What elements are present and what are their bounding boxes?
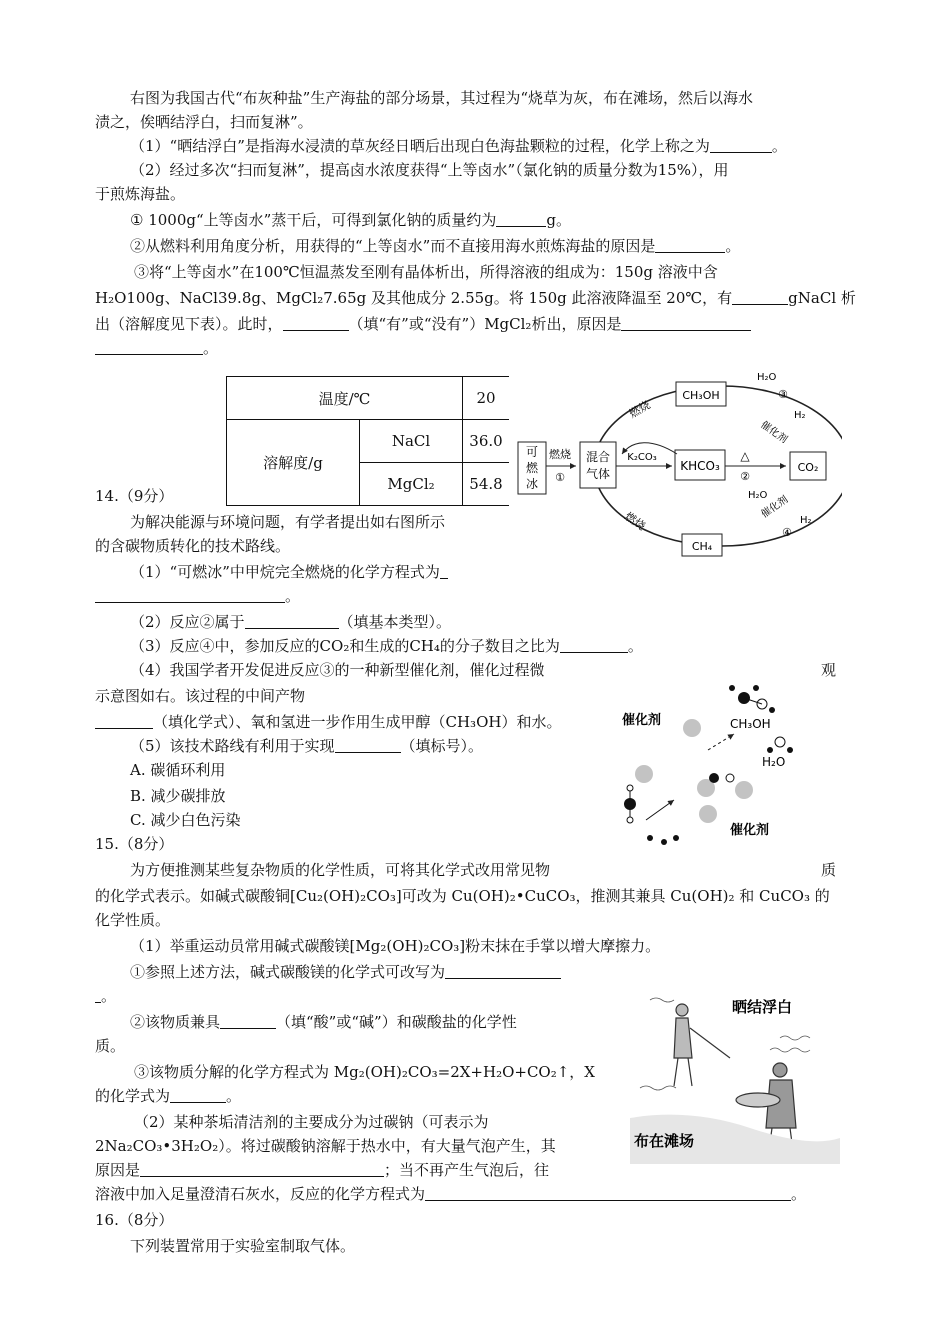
q13-sub3-text4: （填“有”或“没有”）MgCl₂析出，原因是: [348, 315, 622, 333]
ch4-label: CH₄: [691, 540, 713, 553]
q13-part2-sub3-line1: ③将“上等卤水”在100℃恒温蒸发至刚有晶体析出，所得溶液的组成为：150g 溶液中含: [134, 263, 718, 281]
q13-part2-line1: （2）经过多次“扫而复淋”，提高卤水浓度获得“上等卤水”（氯化钠的质量分数为15%），用: [130, 161, 729, 179]
q14-option-c: C. 减少白色污染: [130, 811, 241, 829]
q15-part1-sub1-cont: [95, 986, 116, 1006]
q14-part5-text2: （填标号）。: [400, 737, 484, 755]
q13-part1-text: （1）“晒结浮白”是指海水浸渍的草灰经日晒后出现白色海盐颗粒的过程，化学上称之为: [130, 137, 710, 155]
q14-part5-text: （5）该技术路线有利用于实现: [130, 737, 335, 755]
q13-sub3-text3: 出（溶解度见下表）。此时，: [95, 315, 283, 333]
q13-part2-line2: 于煎炼海盐。: [95, 185, 186, 203]
step-3-label: ③: [778, 388, 788, 401]
period: 。: [627, 637, 643, 655]
step-2-label: ②: [740, 470, 750, 483]
q14-part5: [130, 736, 483, 756]
answer-blank[interactable]: [560, 638, 628, 653]
q14-part2-text: （2）反应②属于: [130, 613, 245, 631]
period: 。: [226, 1087, 242, 1105]
q15-line-3: 化学性质。: [95, 911, 171, 929]
catalyst-label-bottom: 催化剂: [759, 494, 791, 521]
q13-part2-sub3-line4: [95, 338, 218, 358]
burn-label-2: 燃烧: [627, 398, 653, 421]
catalyst-label-top: 催化剂: [758, 419, 790, 446]
q13-part2-sub3-line2: [95, 288, 856, 308]
q14-part1: [130, 562, 448, 582]
table-mgcl2-value: 54.8: [463, 463, 510, 506]
q15-sub2-text: ②该物质兼具: [130, 1013, 221, 1031]
q14-part4-text: （填化学式）、氧和氢进一步作用生成甲醇（CH₃OH）和水。: [153, 713, 562, 731]
q15-part1-sub3-cont: [95, 1086, 241, 1106]
q15-sub3-text: 的化学式为: [95, 1087, 171, 1105]
mixed-gas-box: [580, 442, 616, 488]
q14-part2: [130, 612, 451, 632]
answer-blank[interactable]: [425, 1186, 791, 1201]
q15-part2-text3: 溶液中加入足量澄清石灰水，反应的化学方程式为: [95, 1185, 426, 1203]
h2o-molecule-icon: [767, 737, 793, 753]
period: 。: [771, 137, 787, 155]
h2-molecule-icon: [647, 835, 679, 845]
answer-blank[interactable]: [245, 614, 339, 629]
answer-blank[interactable]: [710, 138, 772, 153]
q14-line-1: 为解决能源与环境问题，有学者提出如右图所示: [130, 513, 446, 531]
salt-pic-bottom-caption: 布在滩场: [634, 1132, 695, 1150]
period: 。: [203, 339, 219, 357]
q15-part2-line3: [95, 1160, 549, 1180]
q15-part2-line1: （2）某种茶垢清洁剂的主要成分为过碳钠（可表示为: [134, 1113, 489, 1131]
step-4-label: ④: [782, 526, 792, 539]
q14-part3: [130, 636, 643, 656]
q13-sub1-text: ① 1000g“上等卤水”蒸干后，可得到氯化钠的质量约为: [130, 211, 497, 229]
q13-sub1-unit: g。: [546, 211, 571, 229]
intro-line-1: 右图为我国古代“布灰种盐”生产海盐的部分场景，其过程为“烧草为灰，布在滩场，然后以海水: [130, 89, 754, 107]
q14-part4-line3: [95, 712, 561, 732]
h2o-label-top: H₂O: [757, 372, 777, 383]
q13-part2-sub3-line3: [95, 314, 751, 334]
khco3-label: KHCO₃: [680, 459, 720, 473]
q13-sub3-text2: gNaCl 析: [788, 289, 856, 307]
h2-label-top: H₂: [794, 410, 806, 421]
q15-part1-sub2: [130, 1012, 517, 1032]
ch3oh-molecule-icon: [729, 685, 775, 713]
mixed-gas-label-1: 混合: [585, 450, 611, 464]
table-header-solubility: 溶解度/g: [227, 420, 360, 506]
answer-blank[interactable]: [95, 340, 203, 355]
h2o-product-label: H₂O: [762, 755, 786, 769]
salt-making-illustration: [630, 988, 840, 1164]
q15-line-1: 为方便推测某些复杂物质的化学性质，可将其化学式改用常见物: [130, 861, 551, 879]
answer-blank[interactable]: [95, 588, 285, 603]
q15-part1-sub2-cont: 质。: [95, 1037, 126, 1055]
h2-label-bottom: H₂: [800, 515, 812, 526]
q13-part2-sub2: [130, 236, 740, 256]
answer-blank[interactable]: [95, 714, 153, 729]
q13-sub3-text: H₂O100g、NaCl39.8g、MgCl₂7.65g 及其他成分 2.55g。将 150g 此溶液降温至 20℃，有: [95, 289, 733, 307]
period: 。: [285, 587, 301, 605]
reactant-arrow-icon: [646, 800, 674, 820]
q15-number: 15.（8分）: [95, 835, 174, 853]
q13-part2-sub1: [130, 210, 571, 230]
q14-part3-text: （3）反应④中，参加反应的CO₂和生成的CH₄的分子数目之比为: [130, 637, 560, 655]
q14-part1-text: （1）“可燃冰”中甲烷完全燃烧的化学方程式为: [130, 563, 440, 581]
answer-blank[interactable]: [732, 290, 788, 305]
catalyst-label-1: 催化剂: [622, 713, 662, 728]
answer-blank[interactable]: [496, 212, 546, 227]
q14-number: 14.（9分）: [95, 487, 174, 505]
q13-sub2-text: ②从燃料利用角度分析，用获得的“上等卤水”而不直接用海水煎炼海盐的原因是: [130, 237, 656, 255]
answer-blank[interactable]: [655, 238, 725, 253]
intermediate-icon: [709, 773, 734, 783]
table-header-temp: 温度/℃: [227, 377, 463, 420]
q15-part2-text2: ；当不再产生气泡后，往: [384, 1161, 550, 1179]
answer-blank[interactable]: [335, 738, 401, 753]
period: 。: [725, 237, 741, 255]
ice-label-char2: 燃: [525, 461, 539, 475]
co2-molecule-icon: [624, 785, 636, 823]
intro-line-2: 渍之，俟晒结浮白，扫而复淋”。: [95, 113, 313, 131]
q14-part4-line1: （4）我国学者开发促进反应③的一种新型催化剂，催化过程微: [130, 661, 545, 679]
ice-label-char1: 可: [525, 445, 539, 459]
ch3oh-product-label: CH₃OH: [730, 717, 771, 731]
q15-line-2: 的化学式表示。如碱式碳酸铜[Cu₂(OH)₂CO₃]可改为 Cu(OH)₂•CuCO₃，推测其兼具 Cu(OH)₂ 和 CuCO₃ 的: [95, 887, 830, 905]
burn-label-1: 燃烧: [549, 448, 571, 461]
k2co3-label: K₂CO₃: [627, 452, 657, 463]
q15-sub2-text2: （填“酸”或“碱”）和碳酸盐的化学性: [276, 1013, 517, 1031]
answer-blank[interactable]: [440, 564, 448, 579]
burn-label-3: 燃烧: [622, 509, 648, 534]
period: 。: [101, 987, 117, 1005]
answer-blank[interactable]: [140, 1162, 384, 1177]
q15-part2-text: 原因是: [95, 1161, 141, 1179]
answer-blank[interactable]: [621, 316, 751, 331]
catalyst-micro-diagram: [612, 680, 802, 850]
heat-label: △: [740, 449, 750, 463]
q14-part1-cont: [95, 586, 300, 606]
q15-part2-line2: 2Na₂CO₃•3H₂O₂）。将过碳酸钠溶解于热水中，有大量气泡产生，其: [95, 1137, 556, 1155]
q14-part2-text2: （填基本类型）。: [338, 613, 452, 631]
q13-part1: [130, 136, 787, 156]
catalyst-surface-icon: [635, 719, 753, 823]
answer-blank[interactable]: [170, 1088, 226, 1103]
solubility-table: [226, 376, 509, 506]
q15-sub1-text: ①参照上述方法，碱式碳酸镁的化学式可改写为: [130, 963, 446, 981]
salt-pic-top-caption: 晒结浮白: [732, 998, 793, 1016]
carbon-conversion-diagram: [512, 368, 842, 563]
catalyst-label-2: 催化剂: [730, 823, 770, 838]
period: 。: [791, 1185, 807, 1203]
q16-number: 16.（8分）: [95, 1211, 174, 1229]
co2-label: CO₂: [797, 461, 819, 474]
answer-blank[interactable]: [445, 964, 561, 979]
q14-option-b: B. 减少碳排放: [130, 787, 226, 805]
mixed-gas-label-2: 气体: [585, 467, 611, 481]
q15-part2-line4: [95, 1184, 806, 1204]
q16-line-1: 下列装置常用于实验室制取气体。: [130, 1237, 356, 1255]
h2o-label-bottom: H₂O: [748, 490, 768, 501]
answer-blank[interactable]: [283, 316, 349, 331]
answer-blank[interactable]: [220, 1014, 276, 1029]
table-header-20: 20: [463, 377, 510, 420]
step-1-label: ①: [555, 471, 565, 484]
q15-line-1-overflow: 质: [821, 861, 837, 879]
q15-part1-sub3: ③该物质分解的化学方程式为 Mg₂(OH)₂CO₃=2X+H₂O+CO₂↑，X: [134, 1063, 595, 1081]
ice-label-char3: 冰: [525, 477, 539, 491]
table-nacl-value: 36.0: [463, 420, 510, 463]
q14-part4-overflow: 观: [821, 661, 837, 679]
q14-option-a: A. 碳循环利用: [130, 761, 226, 779]
q15-part1: （1）举重运动员常用碱式碳酸镁[Mg₂(OH)₂CO₃]粉末抹在手掌以增大摩擦力。: [130, 937, 661, 955]
q14-part4-line2: 示意图如右。该过程的中间产物: [95, 687, 306, 705]
table-nacl-label: NaCl: [360, 420, 463, 463]
q15-part1-sub1: [130, 962, 561, 982]
table-mgcl2-label: MgCl₂: [360, 463, 463, 506]
product-arrow-icon: [708, 734, 734, 750]
q14-line-2: 的含碳物质转化的技术路线。: [95, 537, 291, 555]
ch3oh-label: CH₃OH: [682, 389, 720, 402]
